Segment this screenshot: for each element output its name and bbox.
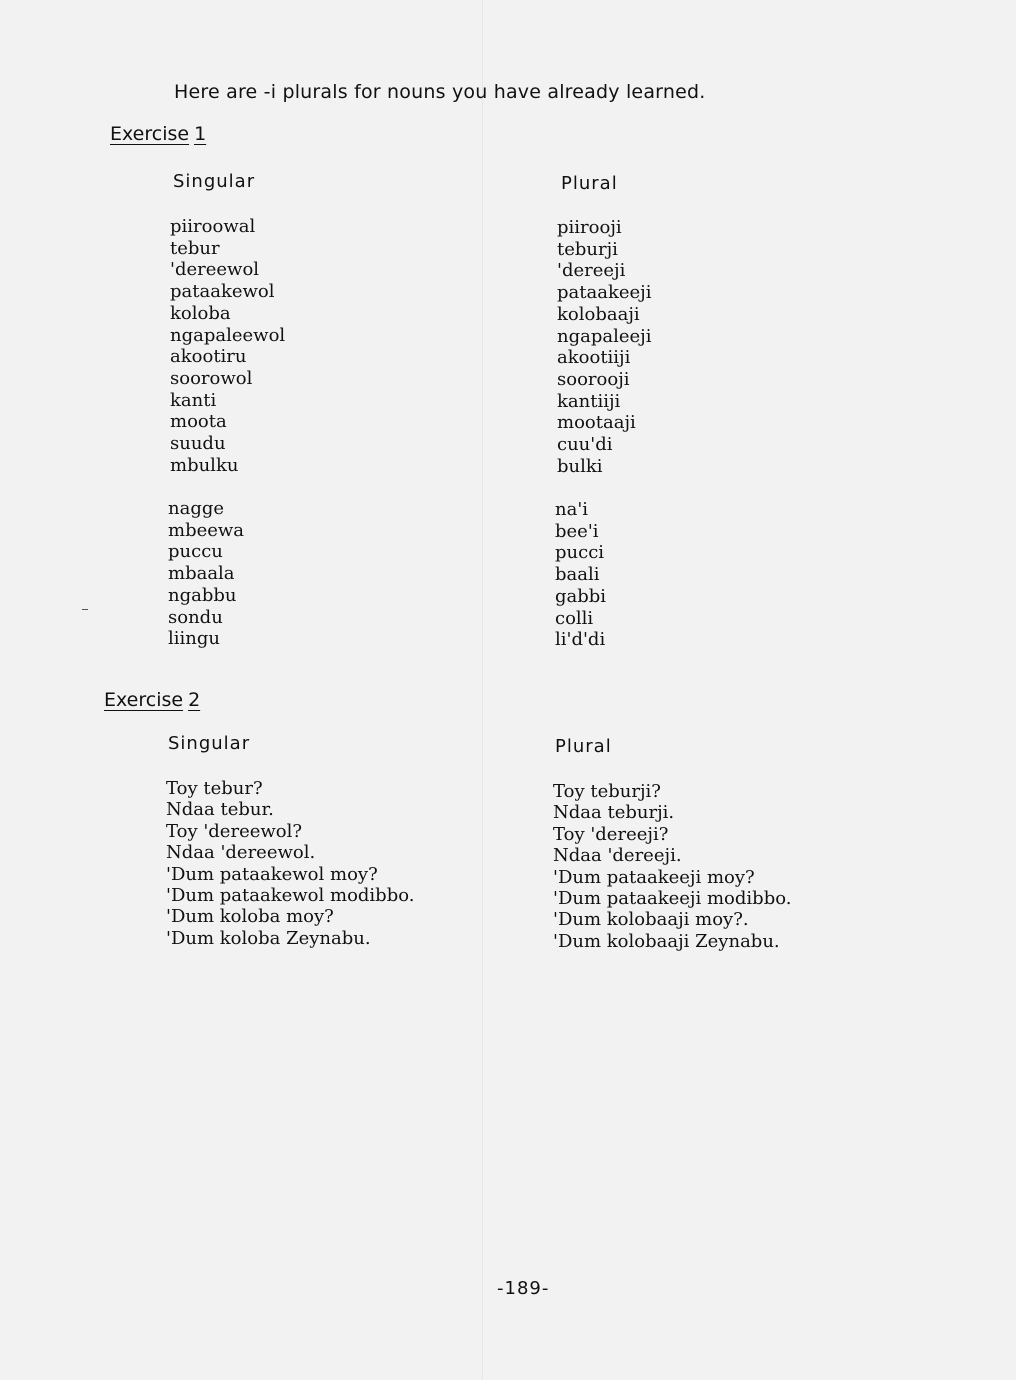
exercise-1-plural-list-a	[557, 217, 652, 477]
list-item: moota	[170, 411, 227, 433]
list-item: ngapaleeji	[557, 325, 652, 347]
list-item: kolobaaji	[557, 303, 640, 325]
list-item: Ndaa tebur.	[166, 799, 274, 821]
page-number: -189-	[497, 1278, 550, 1299]
list-item: sondu	[168, 606, 223, 628]
list-item: Ndaa teburji.	[553, 802, 675, 824]
list-item: Ndaa 'dereeji.	[553, 845, 682, 867]
list-item: Toy 'dereewol?	[166, 820, 303, 842]
list-item: baali	[555, 564, 600, 586]
exercise-2-heading	[104, 689, 200, 711]
list-item: 'dereewol	[170, 259, 260, 281]
exercise-1-singular-header: Singular	[173, 171, 256, 192]
list-item: puccu	[168, 541, 223, 563]
list-item: mbaala	[168, 563, 235, 585]
list-item: nagge	[168, 498, 225, 519]
exercise-2-singular-header: Singular	[168, 733, 251, 754]
exercise-2-number: 2	[188, 689, 201, 711]
list-item: piirooji	[557, 217, 622, 238]
exercise-1-plural-header: Plural	[561, 173, 618, 194]
list-item: Toy teburji?	[553, 781, 661, 802]
exercise-2-plural-header: Plural	[555, 736, 612, 757]
list-item: teburji	[557, 238, 618, 260]
exercise-1-number: 1	[194, 123, 207, 145]
list-item: bulki	[557, 455, 603, 477]
list-item: pucci	[555, 542, 605, 564]
list-item: 'dereeji	[557, 260, 626, 282]
list-item: colli	[555, 607, 594, 629]
list-item: akootiru	[170, 346, 247, 368]
list-item: soorooji	[557, 368, 630, 390]
list-item: 'Dum pataakewol moy?	[166, 863, 378, 885]
list-item: tebur	[170, 237, 220, 259]
list-item: gabbi	[555, 585, 607, 607]
list-item: mootaaji	[557, 412, 636, 434]
exercise-2-singular-list	[166, 778, 414, 949]
exercise-1-label: Exercise	[110, 123, 190, 145]
list-item: 'Dum pataakeeji modibbo.	[553, 888, 792, 910]
list-item: pataakewol	[170, 281, 275, 303]
list-item: akootiiji	[557, 347, 631, 369]
list-item: cuu'di	[557, 434, 613, 456]
list-item: piiroowal	[170, 216, 256, 237]
list-item: kantiiji	[557, 390, 621, 412]
list-item: suudu	[170, 433, 226, 455]
list-item: bee'i	[555, 520, 599, 542]
exercise-1-plural-list-b	[555, 499, 606, 651]
list-item: 'Dum koloba moy?	[166, 906, 334, 928]
list-item: koloba	[170, 302, 231, 324]
list-item: kanti	[170, 389, 217, 411]
list-item: na'i	[555, 499, 589, 520]
list-item: 'Dum koloba Zeynabu.	[166, 927, 371, 949]
page-fold-line	[482, 0, 483, 1380]
list-item: mbeewa	[168, 519, 245, 541]
list-item: ngabbu	[168, 584, 237, 606]
list-item: soorowol	[170, 367, 253, 389]
exercise-1-singular-list-a	[170, 216, 285, 476]
exercise-2-label: Exercise	[104, 689, 184, 711]
list-item: pataakeeji	[557, 282, 652, 304]
list-item: Ndaa 'dereewol.	[166, 842, 316, 864]
list-item: 'Dum pataakeeji moy?	[553, 866, 755, 888]
intro-text: Here are -i plurals for nouns you have already learned.	[174, 81, 706, 103]
list-item: li'd'di	[555, 629, 606, 651]
exercise-1-singular-list-b	[168, 498, 244, 650]
list-item: 'Dum pataakewol modibbo.	[166, 885, 415, 907]
exercise-1-heading	[110, 123, 206, 145]
list-item: mbulku	[170, 454, 239, 476]
list-item: Toy tebur?	[166, 778, 263, 799]
list-item: 'Dum kolobaaji moy?.	[553, 909, 749, 931]
list-item: Toy 'dereeji?	[553, 823, 669, 845]
list-item: liingu	[168, 628, 220, 650]
stray-mark	[82, 609, 88, 610]
list-item: 'Dum kolobaaji Zeynabu.	[553, 930, 780, 952]
list-item: ngapaleewol	[170, 324, 286, 346]
exercise-2-plural-list	[553, 781, 791, 952]
